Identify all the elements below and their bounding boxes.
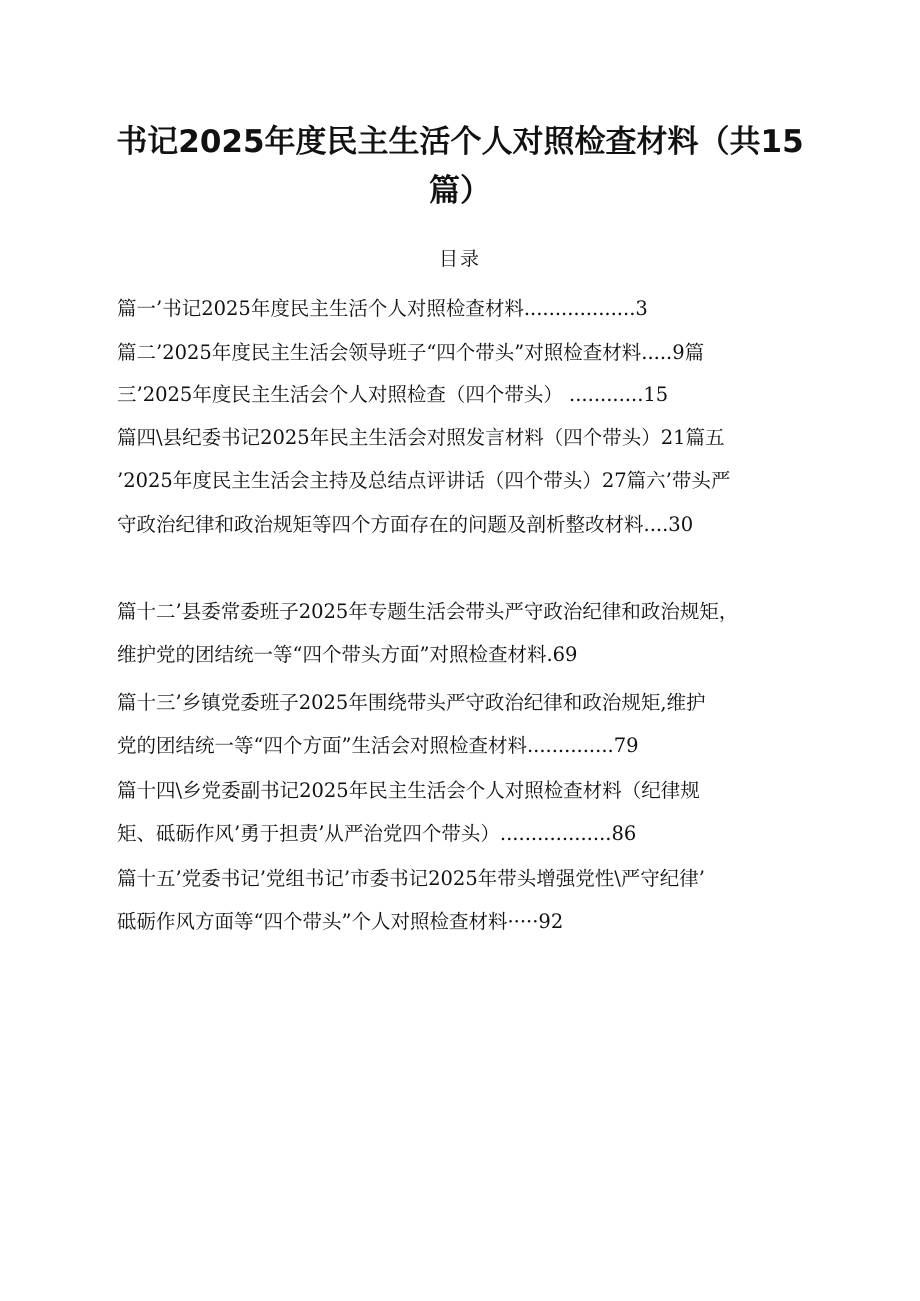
toc-line: 篇十三’乡镇党委班子2025年围绕带头严守政治纪律和政治规矩,维护 (117, 691, 706, 714)
toc-line: 维护党的团结统一等“四个带头方面”对照检查材料.69 (117, 643, 578, 666)
document-title-line-2: 篇） (429, 173, 491, 209)
toc-line: 守政治纪律和政治规矩等四个方面存在的问题及剖析整改材料....30 (117, 513, 694, 536)
toc-line: 三’2025年度民主生活会个人对照检查（四个带头） ............15 (117, 383, 669, 406)
toc-line: 党的团结统一等“四个方面”生活会对照检查材料..............79 (117, 734, 639, 757)
toc-line: ’2025年度民主生活会主持及总结点评讲话（四个带头）27篇六’带头严 (117, 469, 731, 492)
toc-line: 篇十四\乡党委副书记2025年民主生活会个人对照检查材料（纪律规 (117, 779, 700, 802)
toc-line: 砥砺作风方面等“四个带头”个人对照检查材料·····92 (117, 910, 564, 933)
toc-line: 篇二’2025年度民主生活会领导班子“四个带头”对照检查材料.....9篇 (117, 341, 705, 364)
toc-line: 矩、砥砺作风’勇于担责’从严治党四个带头）..................86 (117, 822, 637, 845)
toc-line: 篇十五’党委书记’党组书记’市委书记2025年带头增强党性\严守纪律’ (117, 867, 705, 890)
toc-heading: 目录 (438, 248, 481, 270)
document-title-line-1: 书记2025年度民主生活个人对照检查材料（共15 (116, 124, 804, 160)
toc-line: 篇四\县纪委书记2025年民主生活会对照发言材料（四个带头）21篇五 (117, 426, 725, 449)
toc-line: 篇一’书记2025年度民主生活个人对照检查材料..................3 (117, 297, 648, 320)
toc-line: 篇十二’县委常委班子2025年专题生活会带头严守政治纪律和政治规矩， (117, 600, 739, 623)
